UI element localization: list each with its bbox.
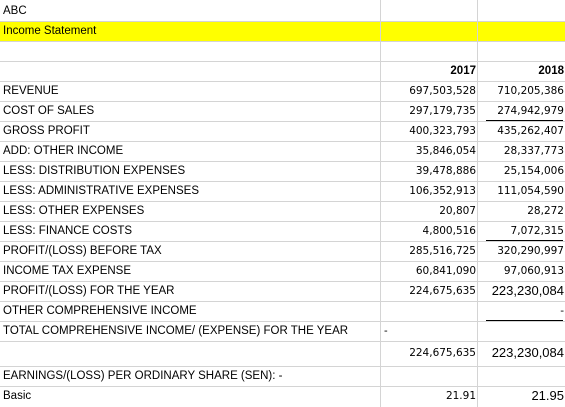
row-label[interactable]: INCOME TAX EXPENSE — [3, 265, 132, 277]
row-label[interactable]: PROFIT/(LOSS) BEFORE TAX — [3, 245, 162, 257]
value-cell-2017[interactable]: 297,179,735 — [409, 105, 476, 117]
row-label[interactable]: LESS: FINANCE COSTS — [3, 225, 133, 237]
row-label[interactable]: PROFIT/(LOSS) FOR THE YEAR — [3, 285, 175, 297]
value-cell-2018[interactable]: 97,060,913 — [503, 265, 564, 277]
value-cell-2018[interactable]: 25,154,006 — [503, 165, 564, 177]
year-header-2017[interactable]: 2017 — [450, 65, 476, 77]
value-cell-2018[interactable]: - — [560, 305, 564, 317]
row-label[interactable]: GROSS PROFIT — [3, 125, 90, 137]
statement-title-cell[interactable]: Income Statement — [3, 25, 97, 37]
value-cell-2018[interactable]: 274,942,979 — [497, 105, 564, 117]
row-label[interactable]: Basic — [3, 390, 32, 402]
row-label[interactable]: REVENUE — [3, 85, 59, 97]
value-cell-2018[interactable]: 111,054,590 — [497, 185, 564, 197]
row-label[interactable]: EARNINGS/(LOSS) PER ORDINARY SHARE (SEN): - — [3, 370, 283, 382]
value-cell-2017[interactable]: 39,478,886 — [415, 165, 476, 177]
row-label[interactable]: TOTAL COMPREHENSIVE INCOME/ (EXPENSE) FOR THE YEAR — [3, 325, 349, 337]
value-cell-2017[interactable]: 20,807 — [439, 205, 476, 217]
row-divider — [0, 41, 565, 42]
year-header-2018[interactable]: 2018 — [538, 65, 564, 77]
value-cell-2018[interactable]: 435,262,407 — [497, 125, 564, 137]
value-cell-2017[interactable]: 224,675,635 — [409, 347, 476, 359]
company-name-cell[interactable]: ABC — [3, 5, 27, 17]
value-cell-2018[interactable]: 28,337,773 — [503, 145, 564, 157]
row-label[interactable]: LESS: OTHER EXPENSES — [3, 205, 145, 217]
row-label[interactable]: ADD: OTHER INCOME — [3, 145, 124, 157]
value-cell-2017[interactable]: 21.91 — [445, 390, 476, 402]
value-cell-2018[interactable]: 21.95 — [531, 388, 564, 403]
value-cell-2017[interactable]: 697,503,528 — [409, 85, 476, 97]
value-cell-2017[interactable]: 60,841,090 — [415, 265, 476, 277]
value-cell-2017[interactable]: 400,323,793 — [409, 125, 476, 137]
value-cell-2018[interactable]: 223,230,084 — [491, 283, 564, 298]
value-cell-2018[interactable]: 223,230,084 — [491, 345, 564, 360]
row-label[interactable]: OTHER COMPREHENSIVE INCOME — [3, 305, 197, 317]
value-cell-2017[interactable]: 106,352,913 — [409, 185, 476, 197]
value-cell-2018[interactable]: 28,272 — [527, 205, 564, 217]
value-cell-2017[interactable]: 224,675,635 — [409, 285, 476, 297]
value-cell-2017[interactable] — [380, 301, 476, 321]
value-cell-2017[interactable]: 285,516,725 — [409, 245, 476, 257]
row-label[interactable]: LESS: ADMINISTRATIVE EXPENSES — [3, 185, 199, 197]
subtotal-underline — [486, 320, 563, 321]
row-divider — [0, 341, 565, 342]
value-cell-2017[interactable]: - — [384, 325, 388, 337]
value-cell-2018[interactable]: 320,290,997 — [497, 245, 564, 257]
row-label[interactable]: COST OF SALES — [3, 105, 95, 117]
row-label[interactable]: LESS: DISTRIBUTION EXPENSES — [3, 165, 186, 177]
value-cell-2018[interactable]: 7,072,315 — [510, 225, 564, 237]
value-cell-2018[interactable]: 710,205,386 — [497, 85, 564, 97]
value-cell-2017[interactable]: 4,800,516 — [422, 225, 476, 237]
value-cell-2017[interactable]: 35,846,054 — [415, 145, 476, 157]
